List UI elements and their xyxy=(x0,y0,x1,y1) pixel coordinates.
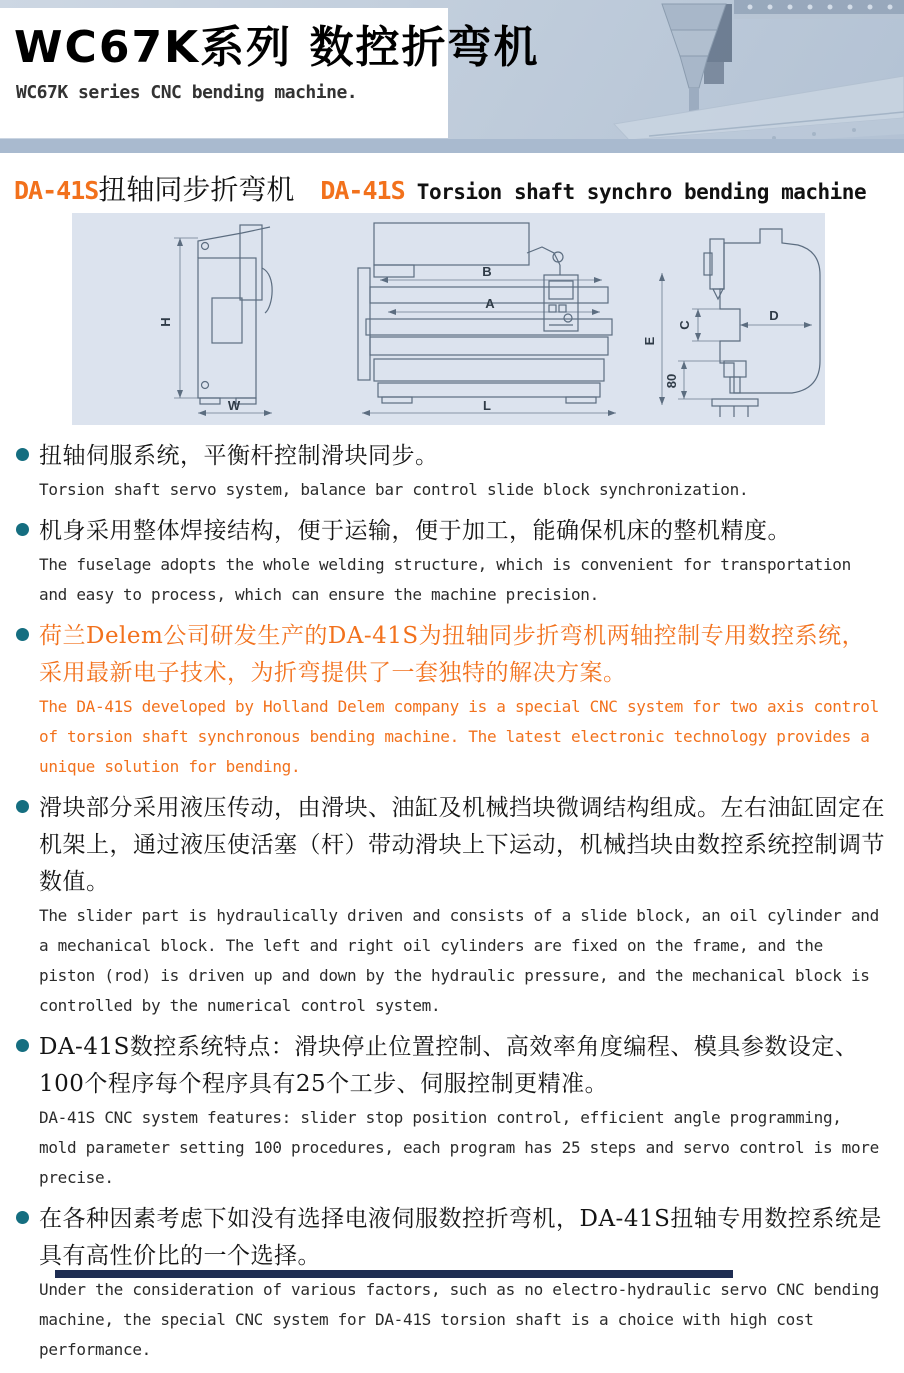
feature-cn: 滑块部分采用液压传动，由滑块、油缸及机械挡块微调结构组成。左右油缸固定在机架上，通过液压使活塞（杆）带动滑块上下运动，机械挡块由数控系统控制调节数值。 xyxy=(39,795,885,895)
list-item xyxy=(10,790,886,1021)
feature-en: Torsion shaft servo system, balance bar control slide block synchronization. xyxy=(39,480,749,499)
feature-cn: 在各种因素考虑下如没有选择电液伺服数控折弯机，DA-41S扭轴专用数控系统是具有高性价比的一个选择。 xyxy=(39,1206,882,1269)
bullet-icon xyxy=(16,800,29,813)
svg-text:L: L xyxy=(483,398,491,413)
list-item xyxy=(10,1029,886,1193)
bullet-icon xyxy=(16,448,29,461)
list-item xyxy=(10,513,886,610)
side-view xyxy=(158,225,272,416)
svg-text:H: H xyxy=(158,317,173,327)
pendant-control xyxy=(527,247,578,331)
footer-rule xyxy=(55,1270,733,1278)
feature-en: The fuselage adopts the whole welding structure, which is convenient for transportation and easy to process, which can ensure the machine precision. xyxy=(39,555,851,604)
svg-text:80: 80 xyxy=(664,373,679,389)
dimension-diagram xyxy=(72,213,825,425)
feature-en: The DA-41S developed by Holland Delem company is a special CNC system for two axis control of torsion shaft synchronous bending machine. The latest electronic technology provides a unique solution for bending. xyxy=(39,697,879,776)
feature-cn: 扭轴伺服系统，平衡杆控制滑块同步。 xyxy=(39,443,439,469)
feature-en: The slider part is hydraulically driven and consists of a slide block, an oil cylinder and a mechanical block. The left and right oil cylinders are fixed on the frame, and the piston (rod) is driven up and down by the hydraulic pressure, and the mechanical block is controlled by the numerical control system. xyxy=(39,906,879,1015)
svg-text:C: C xyxy=(677,320,692,330)
banner-band xyxy=(0,139,904,153)
list-item xyxy=(10,438,886,505)
page-title: WC67K系列 数控折弯机 xyxy=(14,22,540,73)
bullet-icon xyxy=(16,1211,29,1224)
svg-text:D: D xyxy=(769,308,779,323)
front-view xyxy=(358,223,616,416)
model-name-en: Torsion shaft synchro bending machine xyxy=(416,180,867,204)
svg-text:W: W xyxy=(227,398,241,413)
feature-cn: DA-41S数控系统特点：滑块停止位置控制、高效率角度编程、模具参数设定、100个程序每个程序具有25个工步、伺服控制更精准。 xyxy=(39,1034,859,1097)
title-box xyxy=(0,8,540,138)
header-banner xyxy=(0,0,904,153)
svg-text:B: B xyxy=(482,264,492,279)
svg-text:A: A xyxy=(485,296,495,311)
section-view xyxy=(642,229,820,417)
model-code-cn: DA-41S xyxy=(14,176,99,205)
bullet-icon xyxy=(16,523,29,536)
feature-list xyxy=(0,438,904,1373)
model-name-cn: 扭轴同步折弯机 xyxy=(98,173,295,206)
svg-text:E: E xyxy=(642,336,657,346)
bullet-icon xyxy=(16,1039,29,1052)
model-heading xyxy=(14,168,894,208)
feature-cn: 荷兰Delem公司研发生产的DA-41S为扭轴同步折弯机两轴控制专用数控系统，采用最新电子技术，为折弯提供了一套独特的解决方案。 xyxy=(39,623,866,686)
feature-en: Under the consideration of various factors, such as no electro-hydraulic servo CNC bending machine, the special CNC system for DA-41S torsion shaft is a choice with high cost performance. xyxy=(39,1280,879,1359)
bullet-icon xyxy=(16,628,29,641)
list-item xyxy=(10,1201,886,1365)
feature-en: DA-41S CNC system features: slider stop position control, efficient angle programming, mold parameter setting 100 procedures, each program has 25 steps and servo control is more precise. xyxy=(39,1108,879,1187)
list-item-highlighted xyxy=(10,618,886,782)
model-code-en: DA-41S xyxy=(320,176,405,205)
page-subtitle: WC67K series CNC bending machine. xyxy=(16,82,358,103)
feature-cn: 机身采用整体焊接结构，便于运输，便于加工，能确保机床的整机精度。 xyxy=(39,518,791,544)
